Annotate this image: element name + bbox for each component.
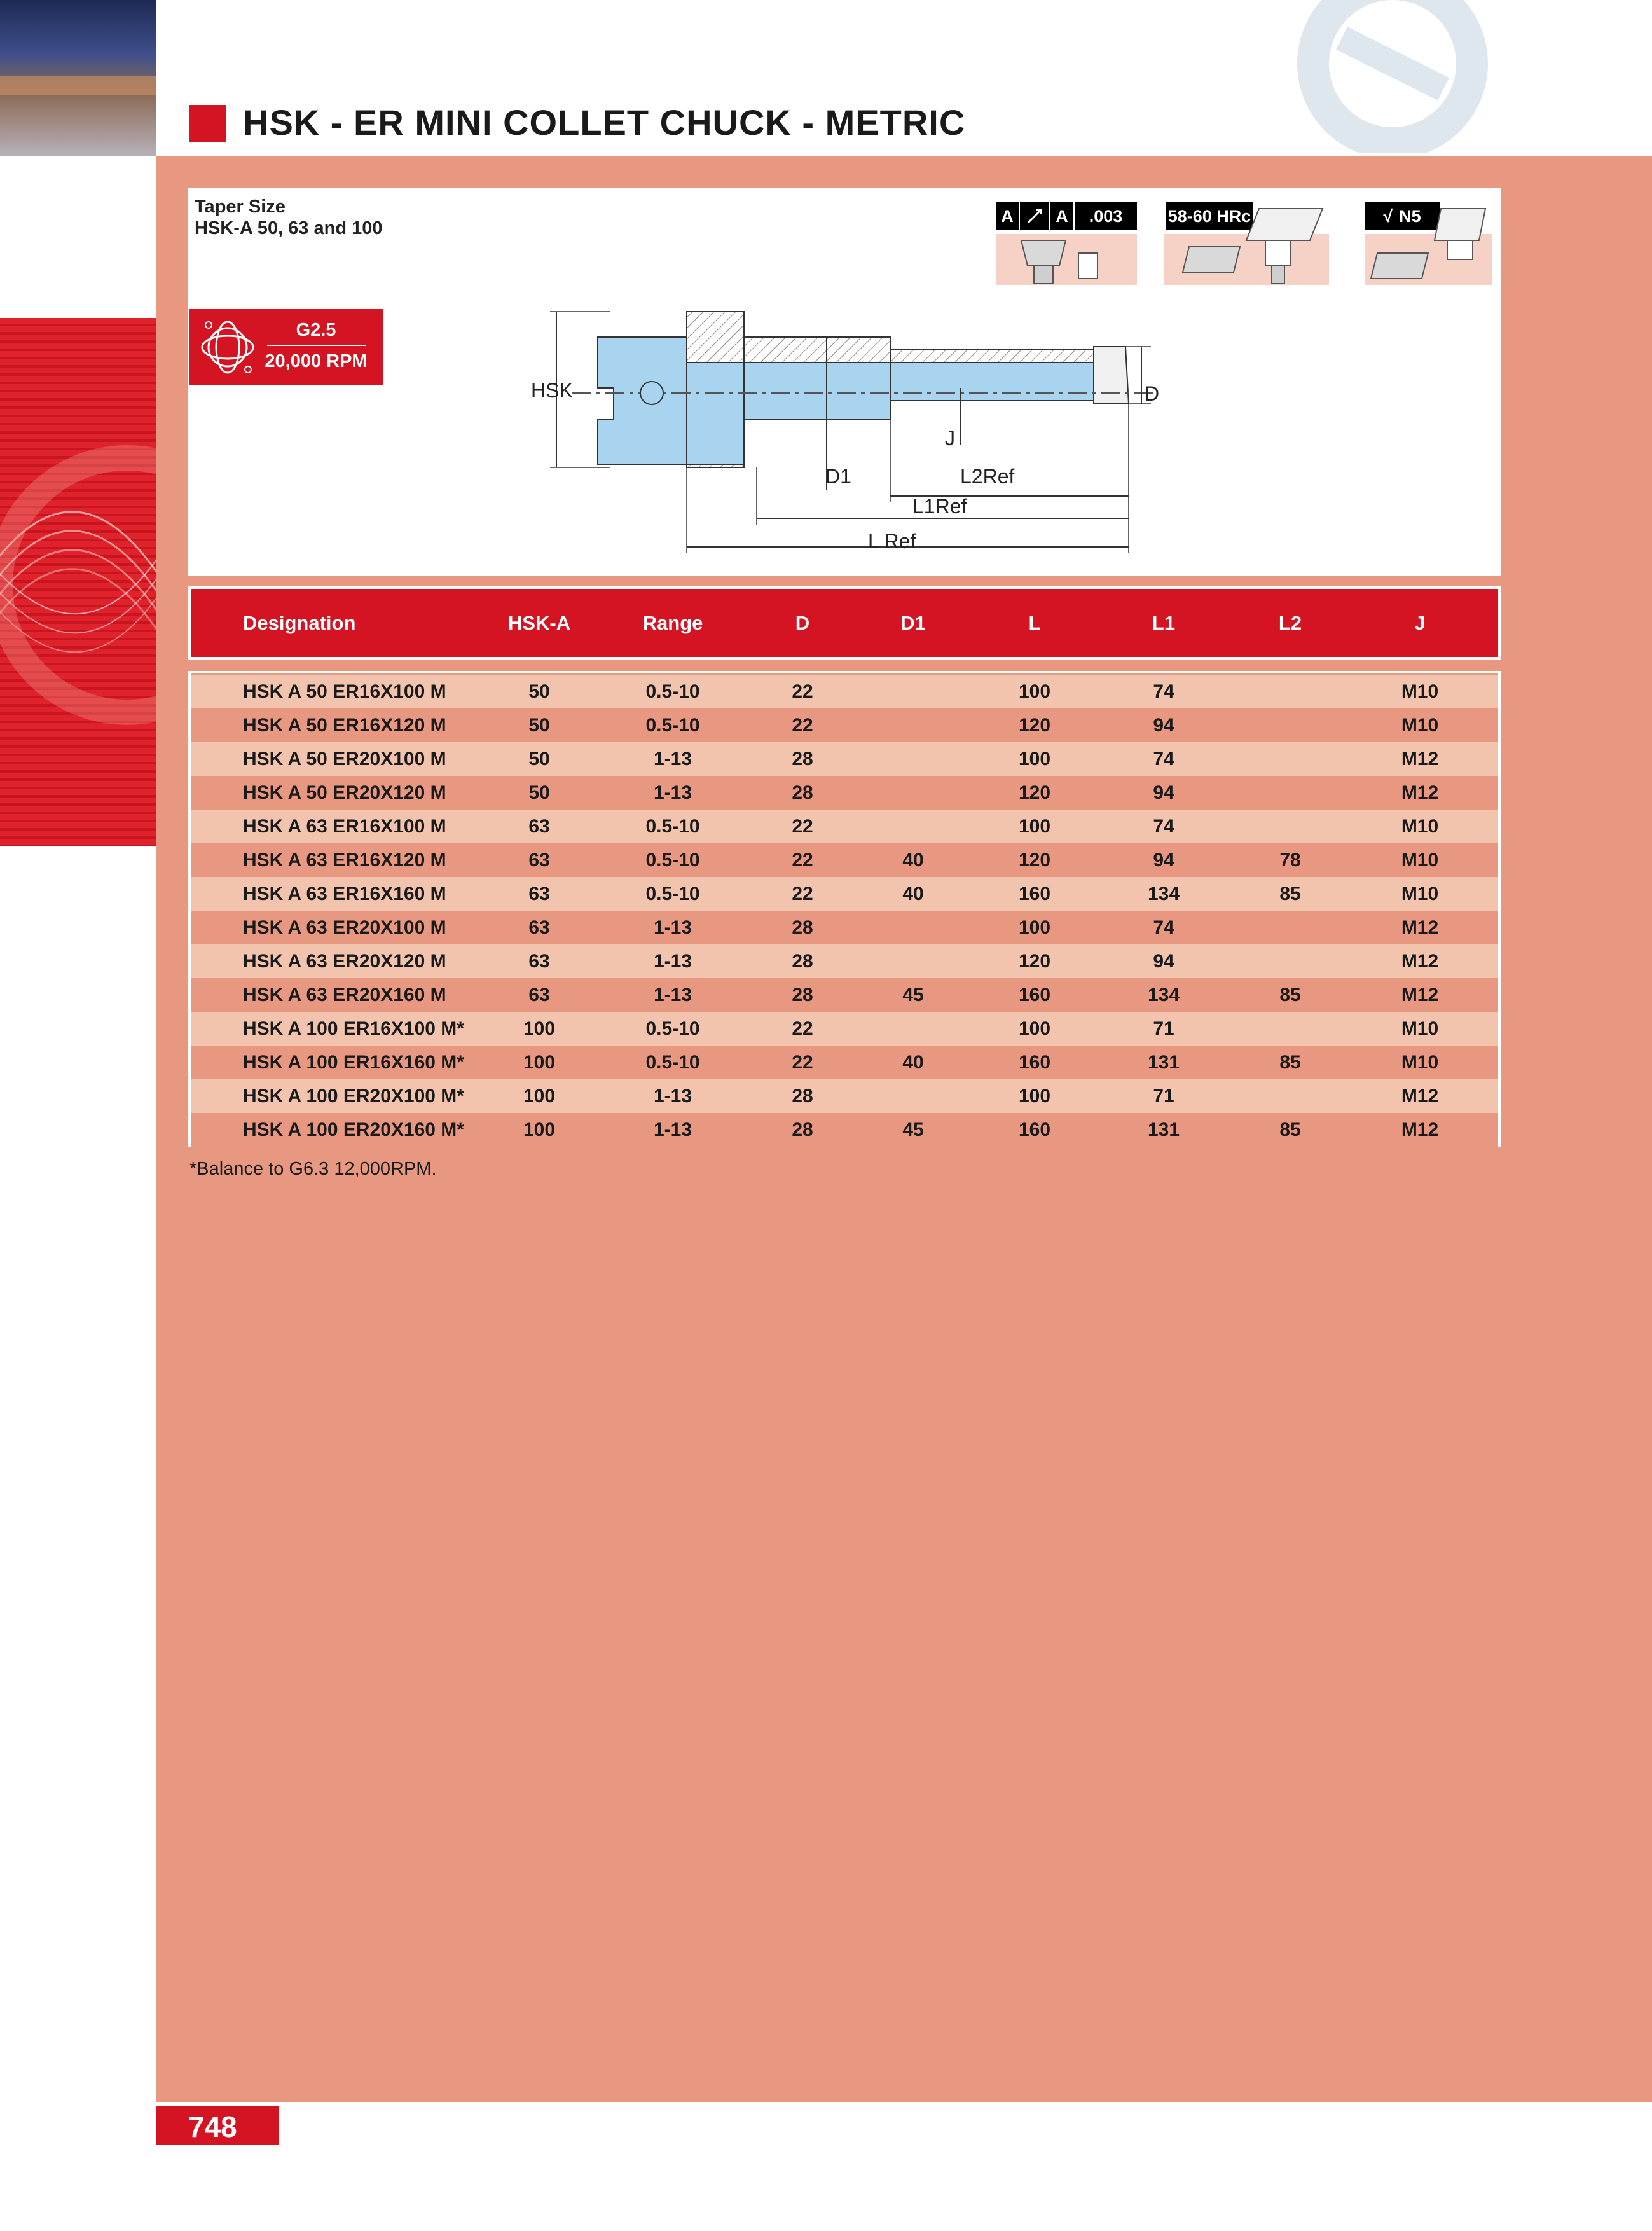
cell-d1: 40	[902, 1052, 924, 1073]
table-row	[191, 708, 1498, 742]
cell-range: 1-13	[653, 1119, 692, 1140]
cell-l1: 134	[1147, 883, 1180, 904]
runout-ref-badge: A	[1050, 202, 1073, 230]
cell-designation: HSK A 50 ER20X100 M	[243, 749, 446, 770]
runout-tool-icon	[996, 202, 1137, 285]
cell-hsk-a: 50	[528, 749, 550, 770]
column-header-hsk-a: HSK-A	[507, 612, 571, 634]
cell-d: 22	[792, 850, 813, 871]
cell-hsk-a: 100	[523, 1119, 556, 1140]
cell-l: 100	[1018, 917, 1051, 938]
cell-d: 22	[792, 816, 813, 837]
runout-datum-badge: A	[996, 202, 1019, 230]
cell-l1: 74	[1153, 681, 1174, 702]
cell-l1: 94	[1153, 715, 1174, 736]
cell-j: M10	[1401, 681, 1439, 702]
balance-divider	[267, 345, 366, 346]
cell-l: 160	[1018, 1119, 1051, 1140]
cell-l: 100	[1018, 1086, 1051, 1107]
cell-l1: 74	[1153, 816, 1174, 837]
cell-l: 100	[1018, 749, 1051, 770]
cell-range: 0.5-10	[645, 883, 700, 904]
footnote: *Balance to G6.3 12,000RPM.	[189, 1159, 437, 1179]
cell-l: 160	[1018, 984, 1051, 1005]
cell-j: M12	[1401, 1119, 1439, 1140]
column-header-range: Range	[642, 612, 703, 634]
cell-designation: HSK A 63 ER16X100 M	[243, 816, 446, 837]
cell-hsk-a: 50	[528, 681, 550, 702]
cell-range: 0.5-10	[645, 850, 700, 871]
cell-j: M12	[1401, 749, 1439, 770]
cell-designation: HSK A 63 ER20X120 M	[243, 951, 446, 972]
cell-d: 28	[792, 917, 813, 938]
cell-designation: HSK A 63 ER20X160 M	[243, 984, 446, 1005]
cell-l1: 74	[1153, 917, 1174, 938]
drawing-label-j: J	[945, 427, 955, 450]
cell-l1: 94	[1153, 951, 1174, 972]
cell-d: 28	[792, 951, 813, 972]
cell-d1: 45	[902, 1119, 924, 1140]
cell-l1: 131	[1147, 1052, 1180, 1073]
cell-range: 0.5-10	[645, 816, 700, 837]
table-row	[191, 742, 1498, 776]
cell-range: 1-13	[653, 1086, 692, 1107]
cell-d: 22	[792, 715, 813, 736]
cell-j: M12	[1401, 1086, 1439, 1107]
runout-value-badge: .003	[1075, 202, 1137, 230]
cell-j: M10	[1401, 715, 1439, 736]
cell-designation: HSK A 100 ER20X160 M*	[243, 1119, 464, 1140]
cell-l: 160	[1018, 883, 1051, 904]
column-header-l2: L2	[1278, 612, 1302, 634]
cell-d: 28	[792, 749, 813, 770]
hardness-tester-icon	[1164, 202, 1329, 285]
cell-j: M10	[1401, 1052, 1439, 1073]
cell-j: M10	[1401, 850, 1439, 871]
cell-l1: 74	[1153, 749, 1174, 770]
table-header	[188, 586, 1501, 660]
cell-designation: HSK A 100 ER16X100 M*	[243, 1018, 464, 1039]
column-header-designation: Designation	[243, 612, 356, 634]
cell-l1: 131	[1147, 1119, 1180, 1140]
cell-l1: 134	[1147, 984, 1180, 1005]
cell-designation: HSK A 100 ER20X100 M*	[243, 1086, 464, 1107]
table-row	[191, 978, 1498, 1012]
drawing-label-d: D	[1145, 382, 1160, 405]
drawing-label-l1: L1Ref	[912, 495, 967, 518]
cell-d: 22	[792, 1018, 813, 1039]
hardness-badge: 58-60 HRc	[1166, 202, 1253, 230]
cell-l2: 85	[1279, 1052, 1301, 1073]
column-header-d: D	[795, 612, 810, 634]
cell-l2: 85	[1279, 1119, 1301, 1140]
cell-l: 100	[1018, 1018, 1051, 1039]
cell-range: 1-13	[653, 984, 692, 1005]
cell-d1: 40	[902, 883, 924, 904]
balance-rpm: 20,000 RPM	[265, 351, 368, 371]
cell-l1: 71	[1153, 1086, 1174, 1107]
cell-designation: HSK A 63 ER20X100 M	[243, 917, 446, 938]
cell-hsk-a: 63	[528, 850, 550, 871]
cell-range: 0.5-10	[645, 1018, 700, 1039]
cell-hsk-a: 50	[528, 782, 550, 803]
balance-icon	[196, 315, 259, 379]
cell-range: 1-13	[653, 749, 692, 770]
column-header-l: L	[1028, 612, 1041, 634]
page-number: 748	[188, 2110, 237, 2143]
cell-hsk-a: 63	[528, 816, 550, 837]
cell-designation: HSK A 50 ER16X100 M	[243, 681, 446, 702]
title-marker	[189, 105, 226, 142]
cell-hsk-a: 63	[528, 984, 550, 1005]
cell-l: 120	[1018, 850, 1051, 871]
cell-hsk-a: 100	[523, 1052, 556, 1073]
cell-d: 28	[792, 984, 813, 1005]
cell-l2: 78	[1279, 850, 1301, 871]
taper-size-value: HSK-A 50, 63 and 100	[195, 218, 383, 238]
cell-range: 1-13	[653, 917, 692, 938]
cell-l: 120	[1018, 782, 1051, 803]
cell-j: M10	[1401, 883, 1439, 904]
cell-designation: HSK A 50 ER16X120 M	[243, 715, 446, 736]
surface-finish-value: N5	[1399, 206, 1421, 226]
cell-j: M12	[1401, 984, 1439, 1005]
cell-l1: 94	[1153, 850, 1174, 871]
table-row	[191, 810, 1498, 843]
cell-range: 1-13	[653, 951, 692, 972]
cell-range: 0.5-10	[645, 1052, 700, 1073]
cell-j: M10	[1401, 816, 1439, 837]
cell-l1: 71	[1153, 1018, 1174, 1039]
table-row	[191, 944, 1498, 978]
table-row	[191, 843, 1498, 877]
surface-finish-machine-icon	[1365, 202, 1492, 285]
cell-l: 100	[1018, 681, 1051, 702]
balance-grade: G2.5	[296, 320, 336, 340]
drawing-label-hsk: HSK	[531, 379, 573, 402]
cell-j: M12	[1401, 951, 1439, 972]
cell-j: M10	[1401, 1018, 1439, 1039]
page-title: HSK - ER MINI COLLET CHUCK - METRIC	[243, 102, 966, 142]
cell-j: M12	[1401, 917, 1439, 938]
cell-l2: 85	[1279, 984, 1301, 1005]
table-row	[191, 1046, 1498, 1079]
table-row	[191, 776, 1498, 810]
table-row	[191, 911, 1498, 944]
taper-size-label: Taper Size	[195, 197, 286, 217]
cell-d1: 40	[902, 850, 924, 871]
cell-l: 100	[1018, 816, 1051, 837]
column-header-l1: L1	[1152, 612, 1176, 634]
table-row	[191, 877, 1498, 911]
cell-designation: HSK A 63 ER16X160 M	[243, 883, 446, 904]
cell-hsk-a: 63	[528, 951, 550, 972]
cell-hsk-a: 63	[528, 917, 550, 938]
cell-l: 120	[1018, 951, 1051, 972]
table-row	[191, 1113, 1498, 1147]
cell-j: M12	[1401, 782, 1439, 803]
cell-l2: 85	[1279, 883, 1301, 904]
cell-range: 1-13	[653, 782, 692, 803]
cell-d1: 45	[902, 984, 924, 1005]
cell-l1: 94	[1153, 782, 1174, 803]
cell-d: 22	[792, 1052, 813, 1073]
cell-designation: HSK A 100 ER16X160 M*	[243, 1052, 464, 1073]
cell-hsk-a: 100	[523, 1086, 556, 1107]
decorative-wave-graphic	[0, 318, 156, 846]
drawing-label-l2: L2Ref	[960, 465, 1015, 488]
surface-finish-icon: √	[1383, 206, 1393, 226]
cell-hsk-a: 100	[523, 1018, 556, 1039]
cell-designation: HSK A 50 ER20X120 M	[243, 782, 446, 803]
column-header-d1: D1	[900, 612, 926, 634]
drawing-label-l: L Ref	[868, 530, 916, 553]
drawing-label-d1: D1	[825, 465, 851, 488]
cell-l: 160	[1018, 1052, 1051, 1073]
header-photo	[0, 0, 156, 156]
cell-d: 28	[792, 782, 813, 803]
cell-hsk-a: 63	[528, 883, 550, 904]
cell-range: 0.5-10	[645, 715, 700, 736]
cell-l: 120	[1018, 715, 1051, 736]
table-row	[191, 675, 1498, 708]
collet-chuck-drawing	[521, 299, 1170, 566]
table-row	[191, 1012, 1498, 1046]
column-header-j: J	[1414, 612, 1426, 634]
table-row	[191, 1079, 1498, 1113]
cell-d: 28	[792, 1086, 813, 1107]
cell-range: 0.5-10	[645, 681, 700, 702]
cell-d: 22	[792, 883, 813, 904]
cell-hsk-a: 50	[528, 715, 550, 736]
cell-d: 22	[792, 681, 813, 702]
brand-circle-graphic	[1291, 0, 1494, 153]
cell-d: 28	[792, 1119, 813, 1140]
cell-designation: HSK A 63 ER16X120 M	[243, 850, 446, 871]
